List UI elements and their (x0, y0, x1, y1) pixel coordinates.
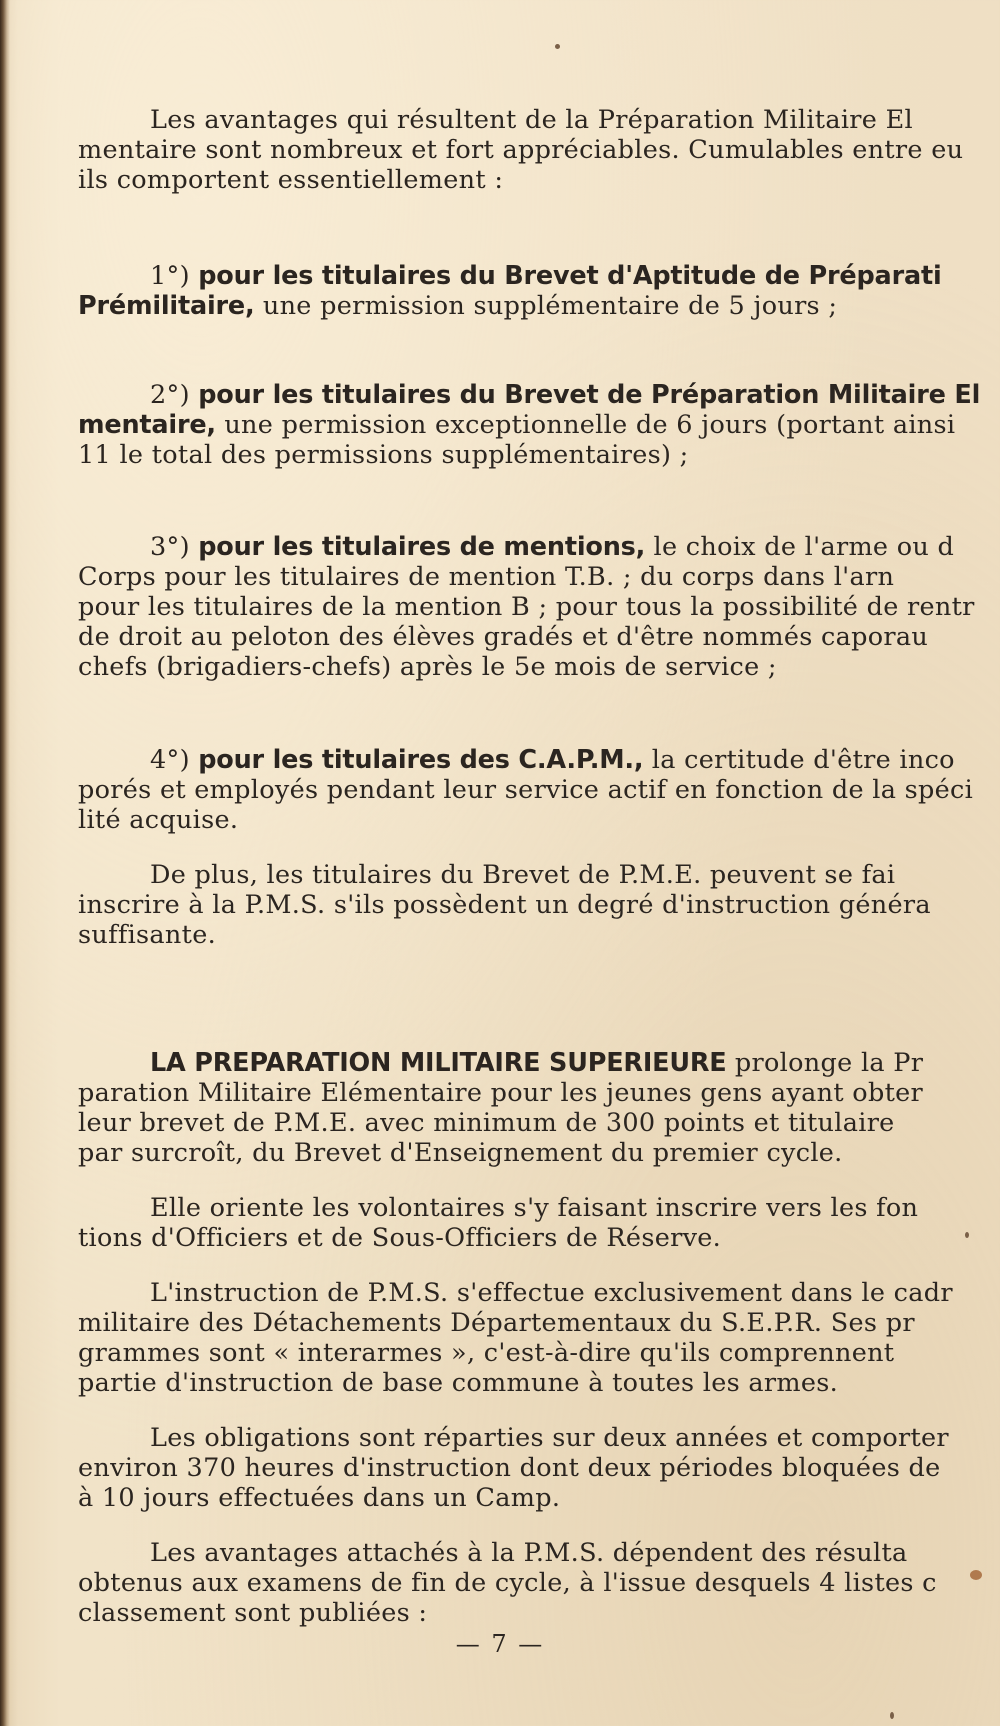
item-4-paragraph (78, 745, 1000, 835)
text-line: Prémilitaire, une permission supplémentaire de 5 jours ; (78, 291, 838, 321)
text-line: mentaire sont nombreux et fort appréciables. Cumulables entre eu (78, 135, 964, 165)
pms-eligibility-paragraph (78, 860, 1000, 950)
text-line: leur brevet de P.M.E. avec minimum de 300 points et titulaire (78, 1108, 895, 1138)
intro-paragraph (78, 105, 1000, 195)
binding-edge (0, 0, 10, 1726)
text-line: paration Militaire Elémentaire pour les jeunes gens ayant obter (78, 1078, 923, 1108)
pms-intro-paragraph (78, 1048, 1000, 1168)
item-2-paragraph (78, 380, 1000, 470)
text-line: Corps pour les titulaires de mention T.B. ; du corps dans l'arn (78, 562, 895, 592)
text-line: partie d'instruction de base commune à toutes les armes. (78, 1368, 839, 1398)
text-line: Les obligations sont réparties sur deux années et comporter (150, 1423, 949, 1453)
text-line: par surcroît, du Brevet d'Enseignement du premier cycle. (78, 1138, 843, 1168)
text-line: mentaire, une permission exceptionnelle de 6 jours (portant ainsi (78, 410, 956, 440)
ink-speck (890, 1712, 894, 1719)
pms-advantages-paragraph (78, 1538, 1000, 1628)
text-line: 1°) pour les titulaires du Brevet d'Aptitude de Préparati (150, 261, 942, 291)
pms-obligations-paragraph (78, 1423, 1000, 1513)
text-line: suffisante. (78, 920, 216, 950)
item-1-paragraph (78, 261, 1000, 321)
text-line: obtenus aux examens de fin de cycle, à l'issue desquels 4 listes c (78, 1568, 937, 1598)
pms-instruction-paragraph (78, 1278, 1000, 1398)
text-line: inscrire à la P.M.S. s'ils possèdent un degré d'instruction généra (78, 890, 931, 920)
text-line: 4°) pour les titulaires des C.A.P.M., la certitude d'être inco (150, 745, 955, 775)
text-line: lité acquise. (78, 805, 239, 835)
text-line: classement sont publiées : (78, 1598, 428, 1628)
ink-speck (555, 44, 560, 49)
text-line: 2°) pour les titulaires du Brevet de Préparation Militaire El (150, 380, 981, 410)
item-3-paragraph (78, 532, 1000, 682)
text-line: environ 370 heures d'instruction dont deux périodes bloquées de (78, 1453, 941, 1483)
text-line: Les avantages attachés à la P.M.S. dépendent des résulta (150, 1538, 908, 1568)
text-line: 11 le total des permissions supplémentaires) ; (78, 440, 689, 470)
text-line: 3°) pour les titulaires de mentions, le choix de l'arme ou d (150, 532, 955, 562)
pms-orientation-paragraph (78, 1193, 1000, 1253)
text-line: De plus, les titulaires du Brevet de P.M.E. peuvent se fai (150, 860, 896, 890)
text-line: Elle oriente les volontaires s'y faisant inscrire vers les fon (150, 1193, 919, 1223)
text-line: ils comportent essentiellement : (78, 165, 504, 195)
text-line: pour les titulaires de la mention B ; pour tous la possibilité de rentr (78, 592, 975, 622)
text-line: L'instruction de P.M.S. s'effectue exclusivement dans le cadr (150, 1278, 953, 1308)
text-line: tions d'Officiers et de Sous-Officiers de Réserve. (78, 1223, 722, 1253)
text-line: militaire des Détachements Départementaux du S.E.P.R. Ses pr (78, 1308, 915, 1338)
text-line: grammes sont « interarmes », c'est-à-dire qu'ils comprennent (78, 1338, 895, 1368)
text-line: porés et employés pendant leur service actif en fonction de la spéci (78, 775, 974, 805)
text-line: de droit au peloton des élèves gradés et d'être nommés caporau (78, 622, 929, 652)
text-line: à 10 jours effectuées dans un Camp. (78, 1483, 561, 1513)
text-line: LA PREPARATION MILITAIRE SUPERIEURE prolonge la Pr (150, 1048, 924, 1078)
text-line: Les avantages qui résultent de la Préparation Militaire El (150, 105, 913, 135)
page-number: — 7 — (455, 1630, 545, 1658)
text-line: chefs (brigadiers-chefs) après le 5e mois de service ; (78, 652, 777, 682)
